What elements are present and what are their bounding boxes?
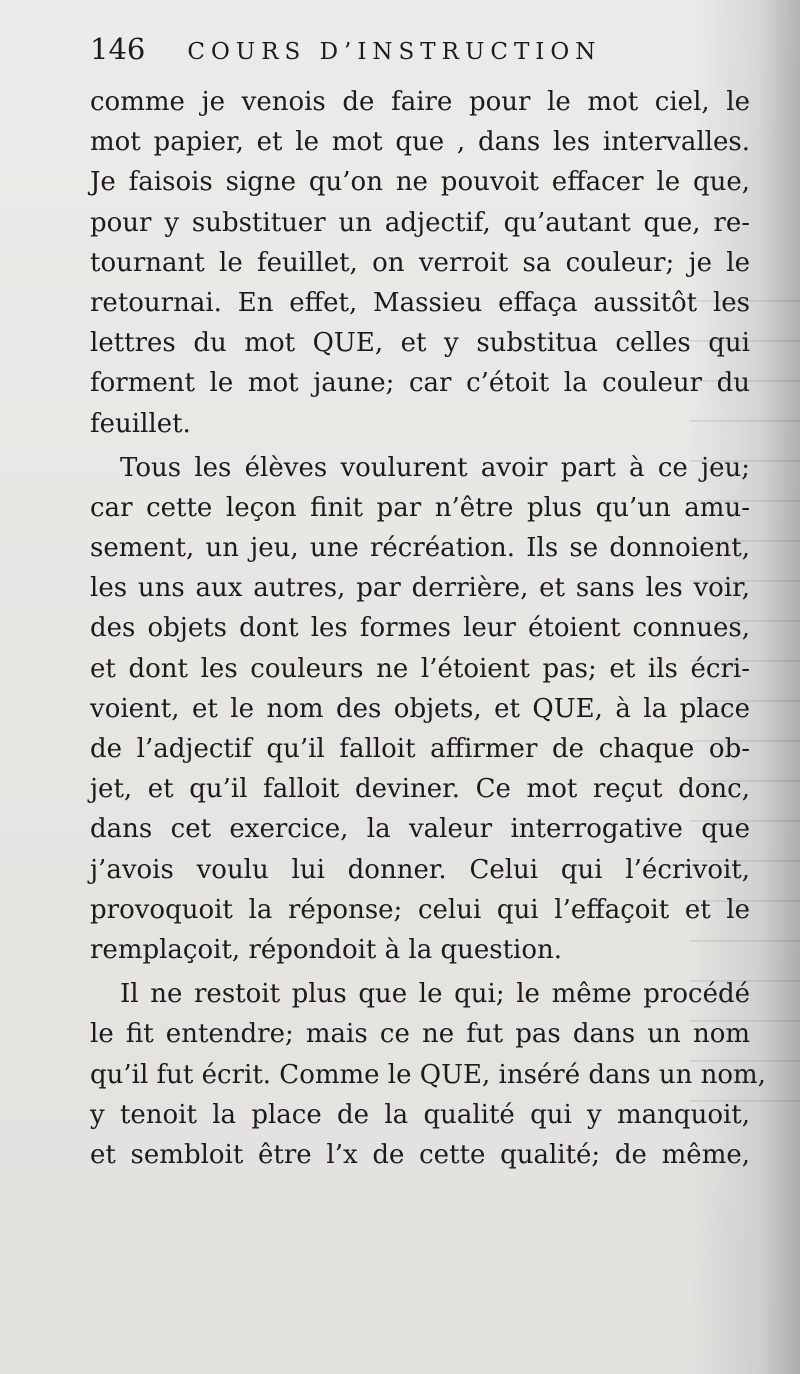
running-title: COURS D’INSTRUCTION (187, 39, 602, 65)
text-line: et dont les couleurs ne l’étoient pas; et ils écri- (90, 653, 750, 684)
text-line: qu’il fut écrit. Comme le QUE, inséré dans un nom, (90, 1059, 766, 1090)
text-line: Il ne restoit plus que le qui; le même procédé (120, 979, 750, 1010)
text-line: Tous les élèves voulurent avoir part à ce jeu; (120, 452, 750, 483)
text-line: voient, et le nom des objets, et QUE, à la place (90, 693, 750, 724)
text-line: comme je venois de faire pour le mot ciel, le (90, 87, 750, 117)
text-line: le fit entendre; mais ce ne fut pas dans un nom (90, 1019, 750, 1050)
text-line: jet, et qu’il falloit deviner. Ce mot reçut donc, (90, 774, 750, 805)
text-line: car cette leçon finit par n’être plus qu’un amu- (90, 492, 750, 523)
text-line: pour y substituer un adjectif, qu’autant que, re- (90, 207, 750, 238)
text-line: y tenoit la place de la qualité qui y manquoit, (90, 1099, 750, 1130)
text-line: tournant le feuillet, on verroit sa couleur; je le (90, 247, 750, 278)
text-line: et sembloit être l’x de cette qualité; de même, (90, 1139, 750, 1170)
text-line: les uns aux autres, par derrière, et sans les voir, (90, 573, 750, 604)
text-line: des objets dont les formes leur étoient connues, (90, 613, 750, 644)
page-number: 146 (90, 32, 146, 66)
text-line: j’avois voulu lui donner. Celui qui l’écrivoit, (90, 854, 750, 885)
text-line: remplaçoit, répondoit à la question. (90, 934, 563, 965)
page-header (90, 32, 750, 80)
text-line: retournai. En effet, Massieu effaça aussitôt les (90, 287, 750, 318)
body-text (90, 82, 766, 1175)
text-line: forment le mot jaune; car c’étoit la couleur du (90, 368, 750, 399)
text-line: de l’adjectif qu’il falloit affirmer de chaque ob- (90, 734, 750, 764)
text-line: sement, un jeu, une récréation. Ils se donnoient, (90, 533, 750, 564)
text-line: mot papier, et le mot que , dans les intervalles. (90, 127, 750, 158)
text-line: dans cet exercice, la valeur interrogative que (90, 814, 750, 845)
text-line: lettres du mot QUE, et y substitua celles qui (90, 328, 750, 359)
text-line: provoquoit la réponse; celui qui l’effaçoit et le (90, 894, 750, 925)
text-line: feuillet. (90, 408, 191, 439)
text-line: Je faisois signe qu’on ne pouvoit effacer le que, (90, 167, 750, 198)
